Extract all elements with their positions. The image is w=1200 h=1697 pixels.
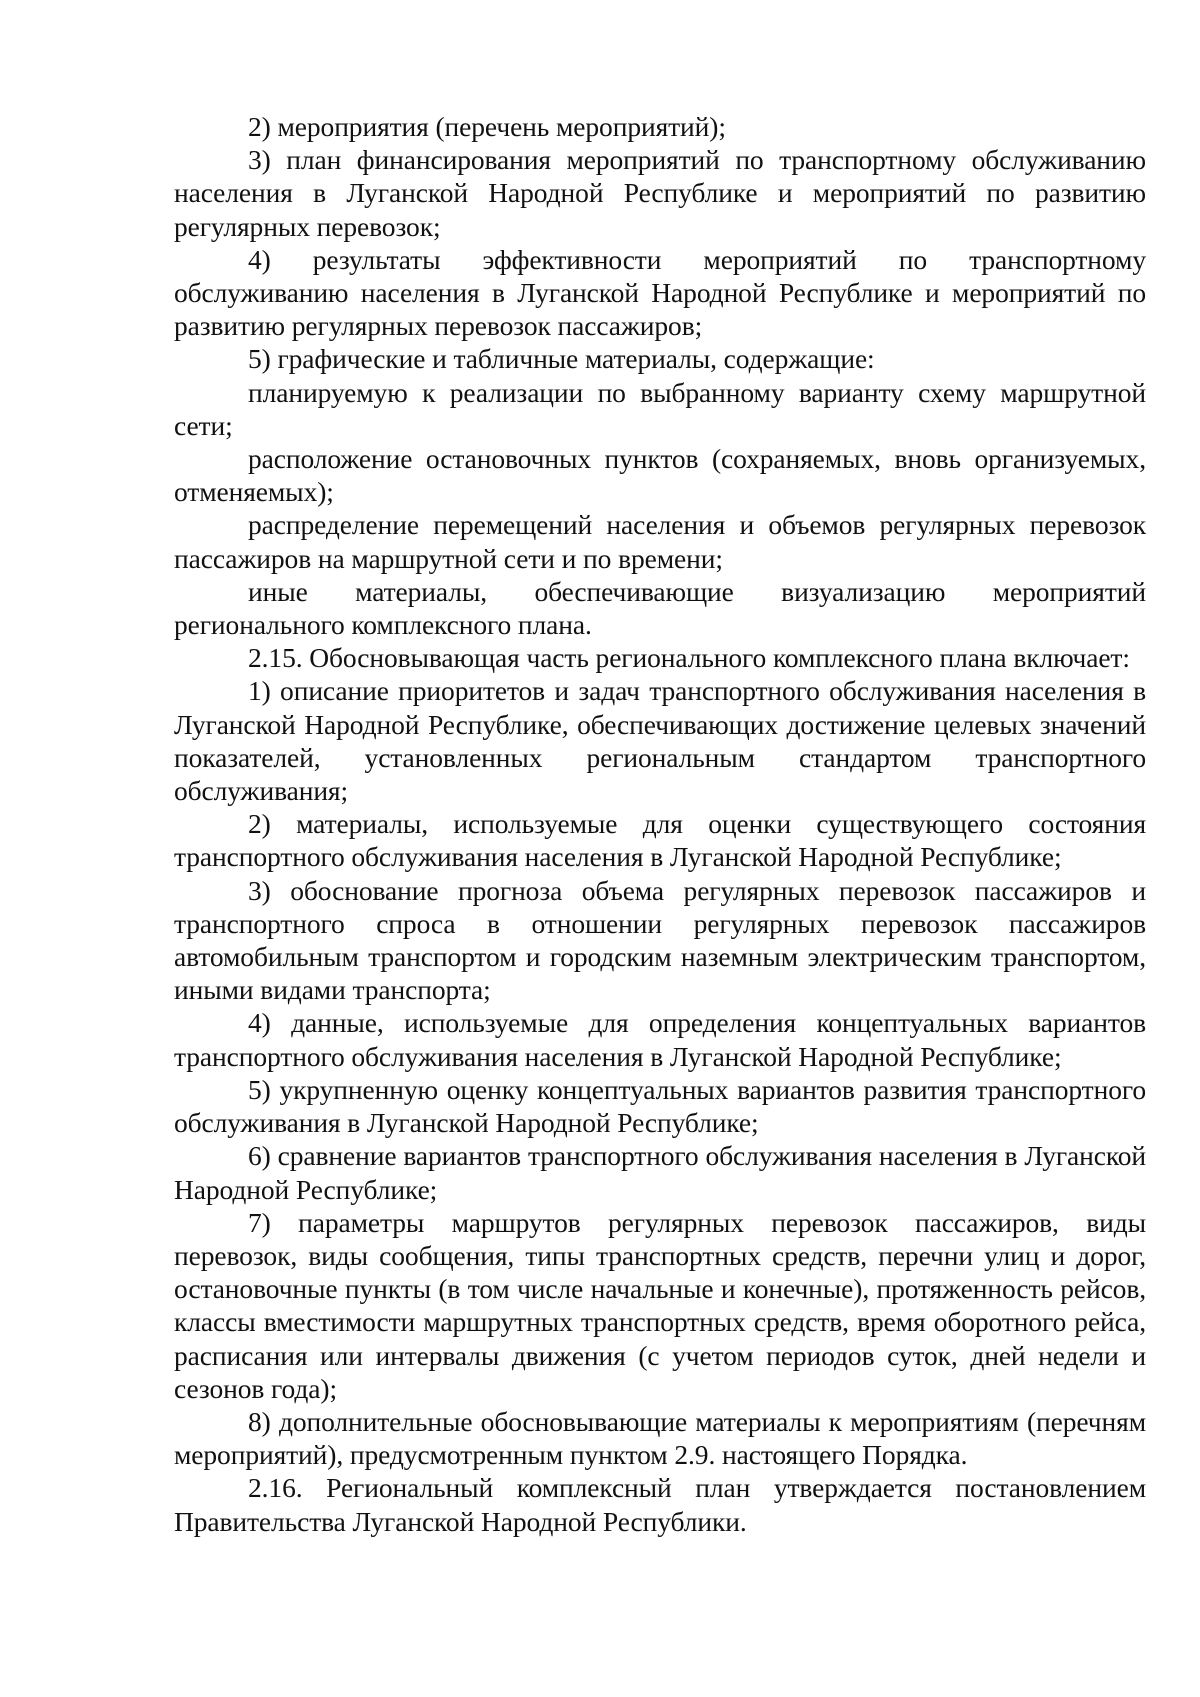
paragraph-item-3-financing-plan: 3) план финансирования мероприятий по транспортному обслуживанию населения в Луганской Народной Республике и мероприятий по развитию регулярных перевозок; [174, 144, 1146, 242]
paragraph-justification-item-1: 1) описание приоритетов и задач транспортного обслуживания населения в Луганской Народной Республике, обеспечивающих достижение целевых значений показателей, установленных региональным стандартом транспортного обслуживания; [174, 675, 1146, 807]
paragraph-justification-item-6: 6) сравнение вариантов транспортного обслуживания населения в Луганской Народной Республике; [174, 1140, 1146, 1205]
paragraph-item-2-events: 2) мероприятия (перечень мероприятий); [248, 111, 726, 142]
paragraph-item-4-results: 4) результаты эффективности мероприятий по транспортному обслуживанию населения в Луганской Народной Республике и мероприятий по развитию регулярных перевозок пассажиров; [174, 243, 1146, 342]
paragraph-justification-item-5: 5) укрупненную оценку концептуальных вариантов развития транспортного обслуживания в Луганской Народной Республике; [174, 1073, 1146, 1139]
paragraph-justification-item-8: 8) дополнительные обосновывающие материалы к мероприятиям (перечням мероприятий), предусмотренным пунктом 2.9. настоящего Порядка. [174, 1405, 1146, 1471]
paragraph-justification-item-7: 7) параметры маршрутов регулярных перевозок пассажиров, виды перевозок, виды сообщения, типы транспортных средств, перечни улиц и дорог, остановочные пункты (в том числе начальные и конечные), протяженность рейсов, классы вместимости маршрутных транспортных средств, время оборотного рейса, расписания или интервалы движения (с учетом периодов суток, дней недели и сезонов года); [174, 1206, 1146, 1404]
paragraph-section-2-16: 2.16. Региональный комплексный план утверждается постановлением Правительства Луганской Народной Республики. [174, 1472, 1146, 1537]
paragraph-item-5-graphic-materials: 5) графические и табличные материалы, содержащие: [248, 343, 875, 375]
paragraph-justification-item-4: 4) данные, используемые для определения концептуальных вариантов транспортного обслуживания населения в Луганской Народной Республике; [174, 1007, 1146, 1072]
paragraph-justification-item-3: 3) обоснование прогноза объема регулярных перевозок пассажиров и транспортного спроса в отношении регулярных перевозок пассажиров автомобильным транспортом и городским наземным электрическим транспортом, иными видами транспорта; [174, 874, 1146, 1006]
document-page [174, 110, 1146, 1538]
paragraph-stop-locations: расположение остановочных пунктов (сохраняемых, вновь организуемых, отменяемых); [174, 443, 1146, 508]
paragraph-movement-distribution: распределение перемещений населения и объемов регулярных перевозок пассажиров на маршрутной сети и по времени; [174, 509, 1146, 574]
paragraph-section-2-15: 2.15. Обосновывающая часть регионального комплексного плана включает: [248, 642, 1130, 674]
paragraph-justification-item-2: 2) материалы, используемые для оценки существующего состояния транспортного обслуживания населения в Луганской Народной Республике; [174, 808, 1146, 873]
paragraph-other-materials: иные материалы, обеспечивающие визуализацию мероприятий регионального комплексного плана. [174, 575, 1146, 641]
paragraph-route-network-scheme: планируемую к реализации по выбранному варианту схему маршрутной сети; [174, 376, 1146, 441]
